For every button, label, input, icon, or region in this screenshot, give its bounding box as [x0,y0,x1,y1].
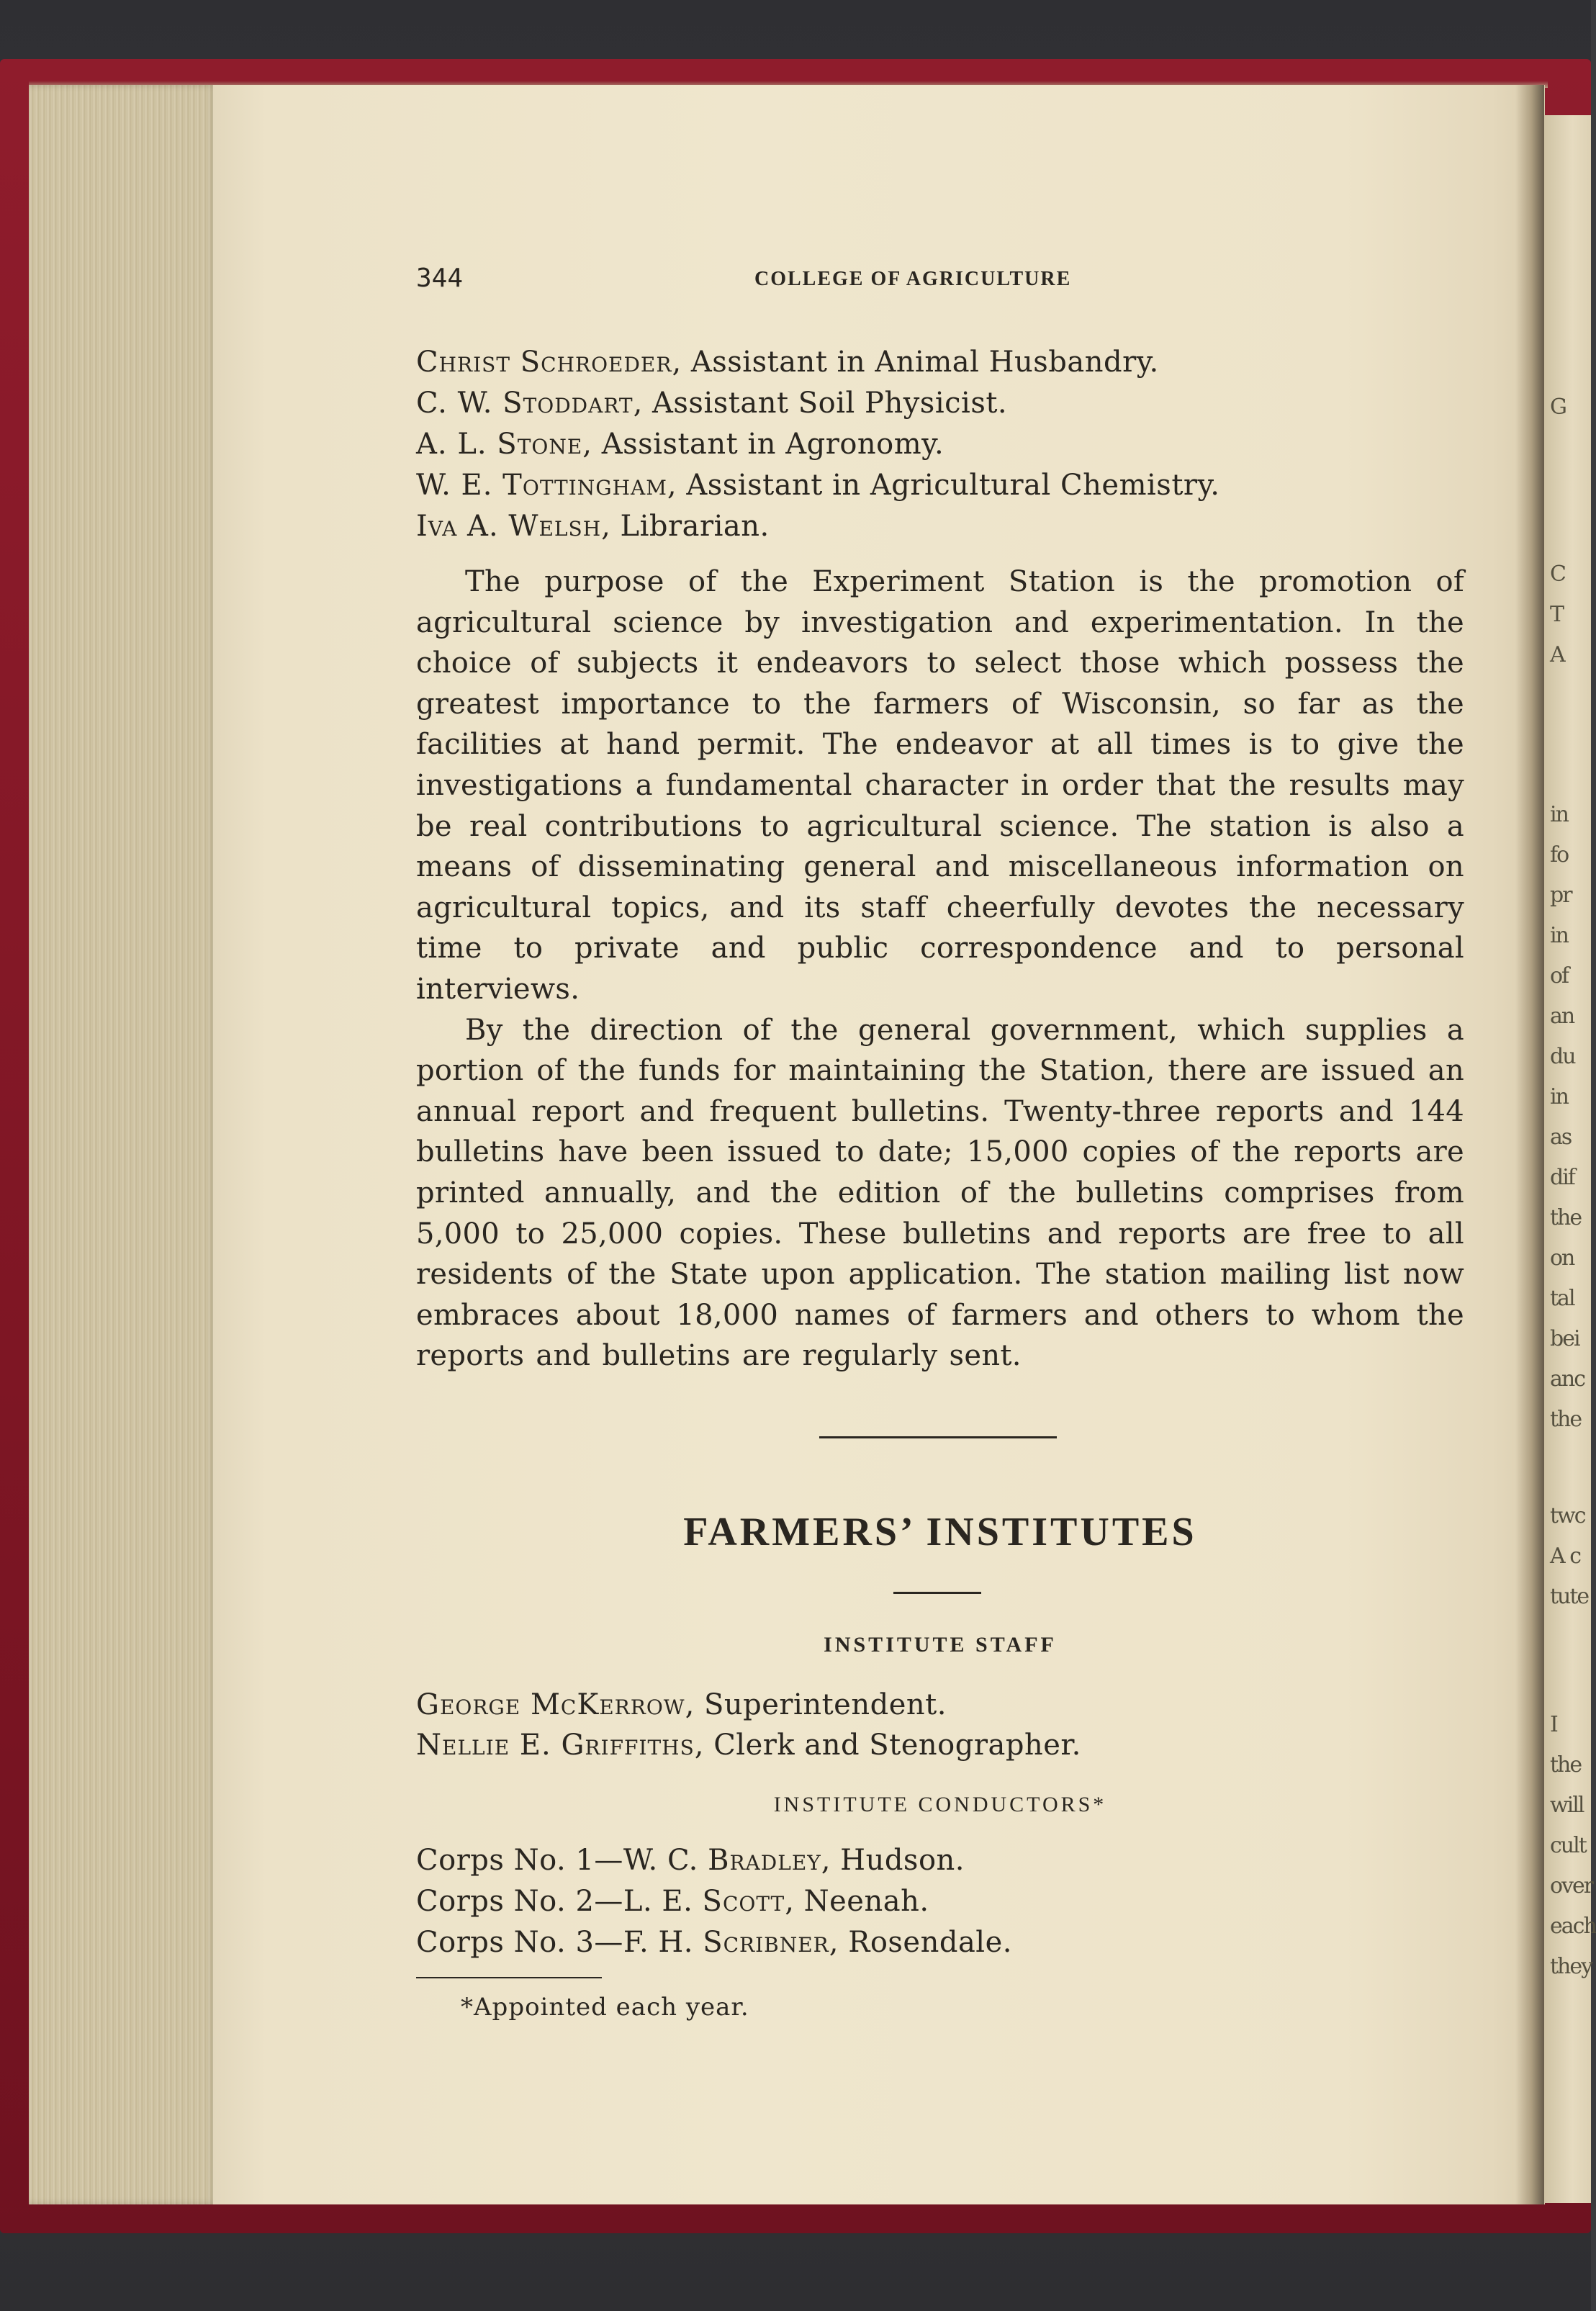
staff-name: A. L. Stone [416,428,583,461]
staff-name: W. E. Tottingham [416,469,667,502]
facing-page-fragment: G [1550,395,1566,420]
staff-entry [416,342,1159,382]
conductor-place: , Rosendale. [829,1926,1012,1959]
institute-conductors-heading: INSTITUTE CONDUCTORS* [773,1793,1107,1816]
facing-page-fragment: in [1550,923,1568,948]
institute-staff-entry [416,1685,947,1725]
facing-page-fragment: A [1550,642,1564,667]
section-divider [819,1436,1057,1438]
paragraph-reports-and-bulletins: By the direction of the general government, which supplies a portion of the funds for maintaining the Station, there are issued an annual report and frequent bulletins. Twenty-three reports and 144 bulletins have been issued to date; 15,000 copies of the reports are printed annually, and the edition of the bulletins comprises from 5,000 to 25,000 copies. These bulletins and reports are free to all residents of the State upon application. The station mailing list now embraces about 18,000 names of farmers and others to whom the reports and bulletins are regularly sent. [416,1013,1464,1373]
facing-page-fragment: the [1550,1752,1582,1778]
body-text [416,562,1464,1377]
staff-entry [416,424,944,464]
facing-page-fragment: over [1550,1873,1593,1898]
footnote-rule [416,1977,602,1978]
institute-staff-entry [416,1725,1081,1765]
staff-entry [416,465,1220,505]
footnote: *Appointed each year. [461,1993,749,2022]
page-header [416,263,1496,299]
conductor-entry [416,1922,1012,1963]
staff-role: , Assistant in Animal Husbandry. [672,346,1159,379]
conductor-place: , Hudson. [821,1844,965,1877]
staff-role: , Assistant Soil Physicist. [633,387,1008,420]
facing-page-fragment: du [1550,1044,1575,1069]
corps-number: Corps No. 3—F. H. [416,1926,703,1959]
conductor-entry [416,1881,929,1922]
corps-number: Corps No. 1—W. C. [416,1844,708,1877]
title-rule [893,1592,981,1594]
corps-number: Corps No. 2—L. E. [416,1885,703,1918]
facing-page-fragment: of [1550,963,1569,988]
staff-name: Iva A. Welsh [416,510,602,543]
facing-page-fragment: cult [1550,1833,1586,1858]
facing-page-fragment: tal [1550,1286,1574,1311]
page-number: 344 [416,263,464,293]
facing-page-fragment: as [1550,1125,1572,1150]
facing-page-fragment: the [1550,1407,1582,1432]
staff-name: C. W. Stoddart [416,387,634,420]
conductor-entry [416,1840,965,1880]
facing-page-fragment: pr [1550,883,1572,908]
staff-role: , Assistant in Agronomy. [582,428,944,461]
staff-role: , Librarian. [601,510,770,543]
conductor-name: Scribner [703,1926,829,1959]
staff-role: , Superintendent. [685,1688,947,1721]
facing-page-fragment: twc [1550,1503,1585,1528]
facing-page-fragment: on [1550,1245,1574,1271]
paragraph-experiment-station-purpose: The purpose of the Experiment Station is the promotion of agricultural science by investigation and experimentation. In the choice of subjects it endeavors to select those which possess the greatest importance to the farmers of Wisconsin, so far as the facilities at hand permit. The endeavor at all times is to give the investigations a fundamental character in order that the results may be real contributions to agricultural science. The station is also a means of disseminating general and miscellaneous information on agricultural topics, and its staff cheerfully devotes the necessary time to private and public correspondence and to personal interviews. [416,565,1464,1006]
conductor-name: Scott [702,1885,785,1918]
staff-name: George McKerrow [416,1688,685,1721]
facing-page-fragment: an [1550,1004,1574,1029]
facing-page-fragment: A c [1550,1544,1581,1569]
staff-name: Nellie E. Griffiths [416,1729,695,1762]
facing-page-fragment: the [1550,1205,1582,1230]
institute-staff-heading: INSTITUTE STAFF [824,1633,1057,1657]
facing-page-fragment: dif [1550,1165,1574,1190]
facing-page-fragment: fo [1550,842,1569,868]
conductor-name: Bradley [708,1844,821,1877]
staff-role: , Assistant in Agricultural Chemistry. [667,469,1220,502]
conductor-place: , Neenah. [785,1885,929,1918]
facing-page-fragment: I [1550,1712,1557,1737]
facing-page-fragment: each [1550,1914,1596,1939]
section-title: FARMERS’ INSTITUTES [683,1510,1197,1554]
facing-page-fragment: they [1550,1954,1592,1979]
facing-page-fragment: T [1550,602,1564,627]
staff-name: Christ Schroeder [416,346,672,379]
facing-page-fragment: in [1550,802,1568,827]
facing-page-fragment: will [1550,1793,1584,1818]
staff-role: , Clerk and Stenographer. [694,1729,1081,1762]
facing-page-fragment: tute [1550,1584,1589,1609]
facing-page-fragment: in [1550,1084,1568,1109]
facing-page-fragment: anc [1550,1366,1585,1392]
facing-page-fragment: C [1550,562,1565,587]
staff-entry [416,506,770,546]
facing-page-fragment: bei [1550,1326,1579,1351]
staff-entry [416,383,1007,423]
running-head: COLLEGE OF AGRICULTURE [754,268,1072,290]
